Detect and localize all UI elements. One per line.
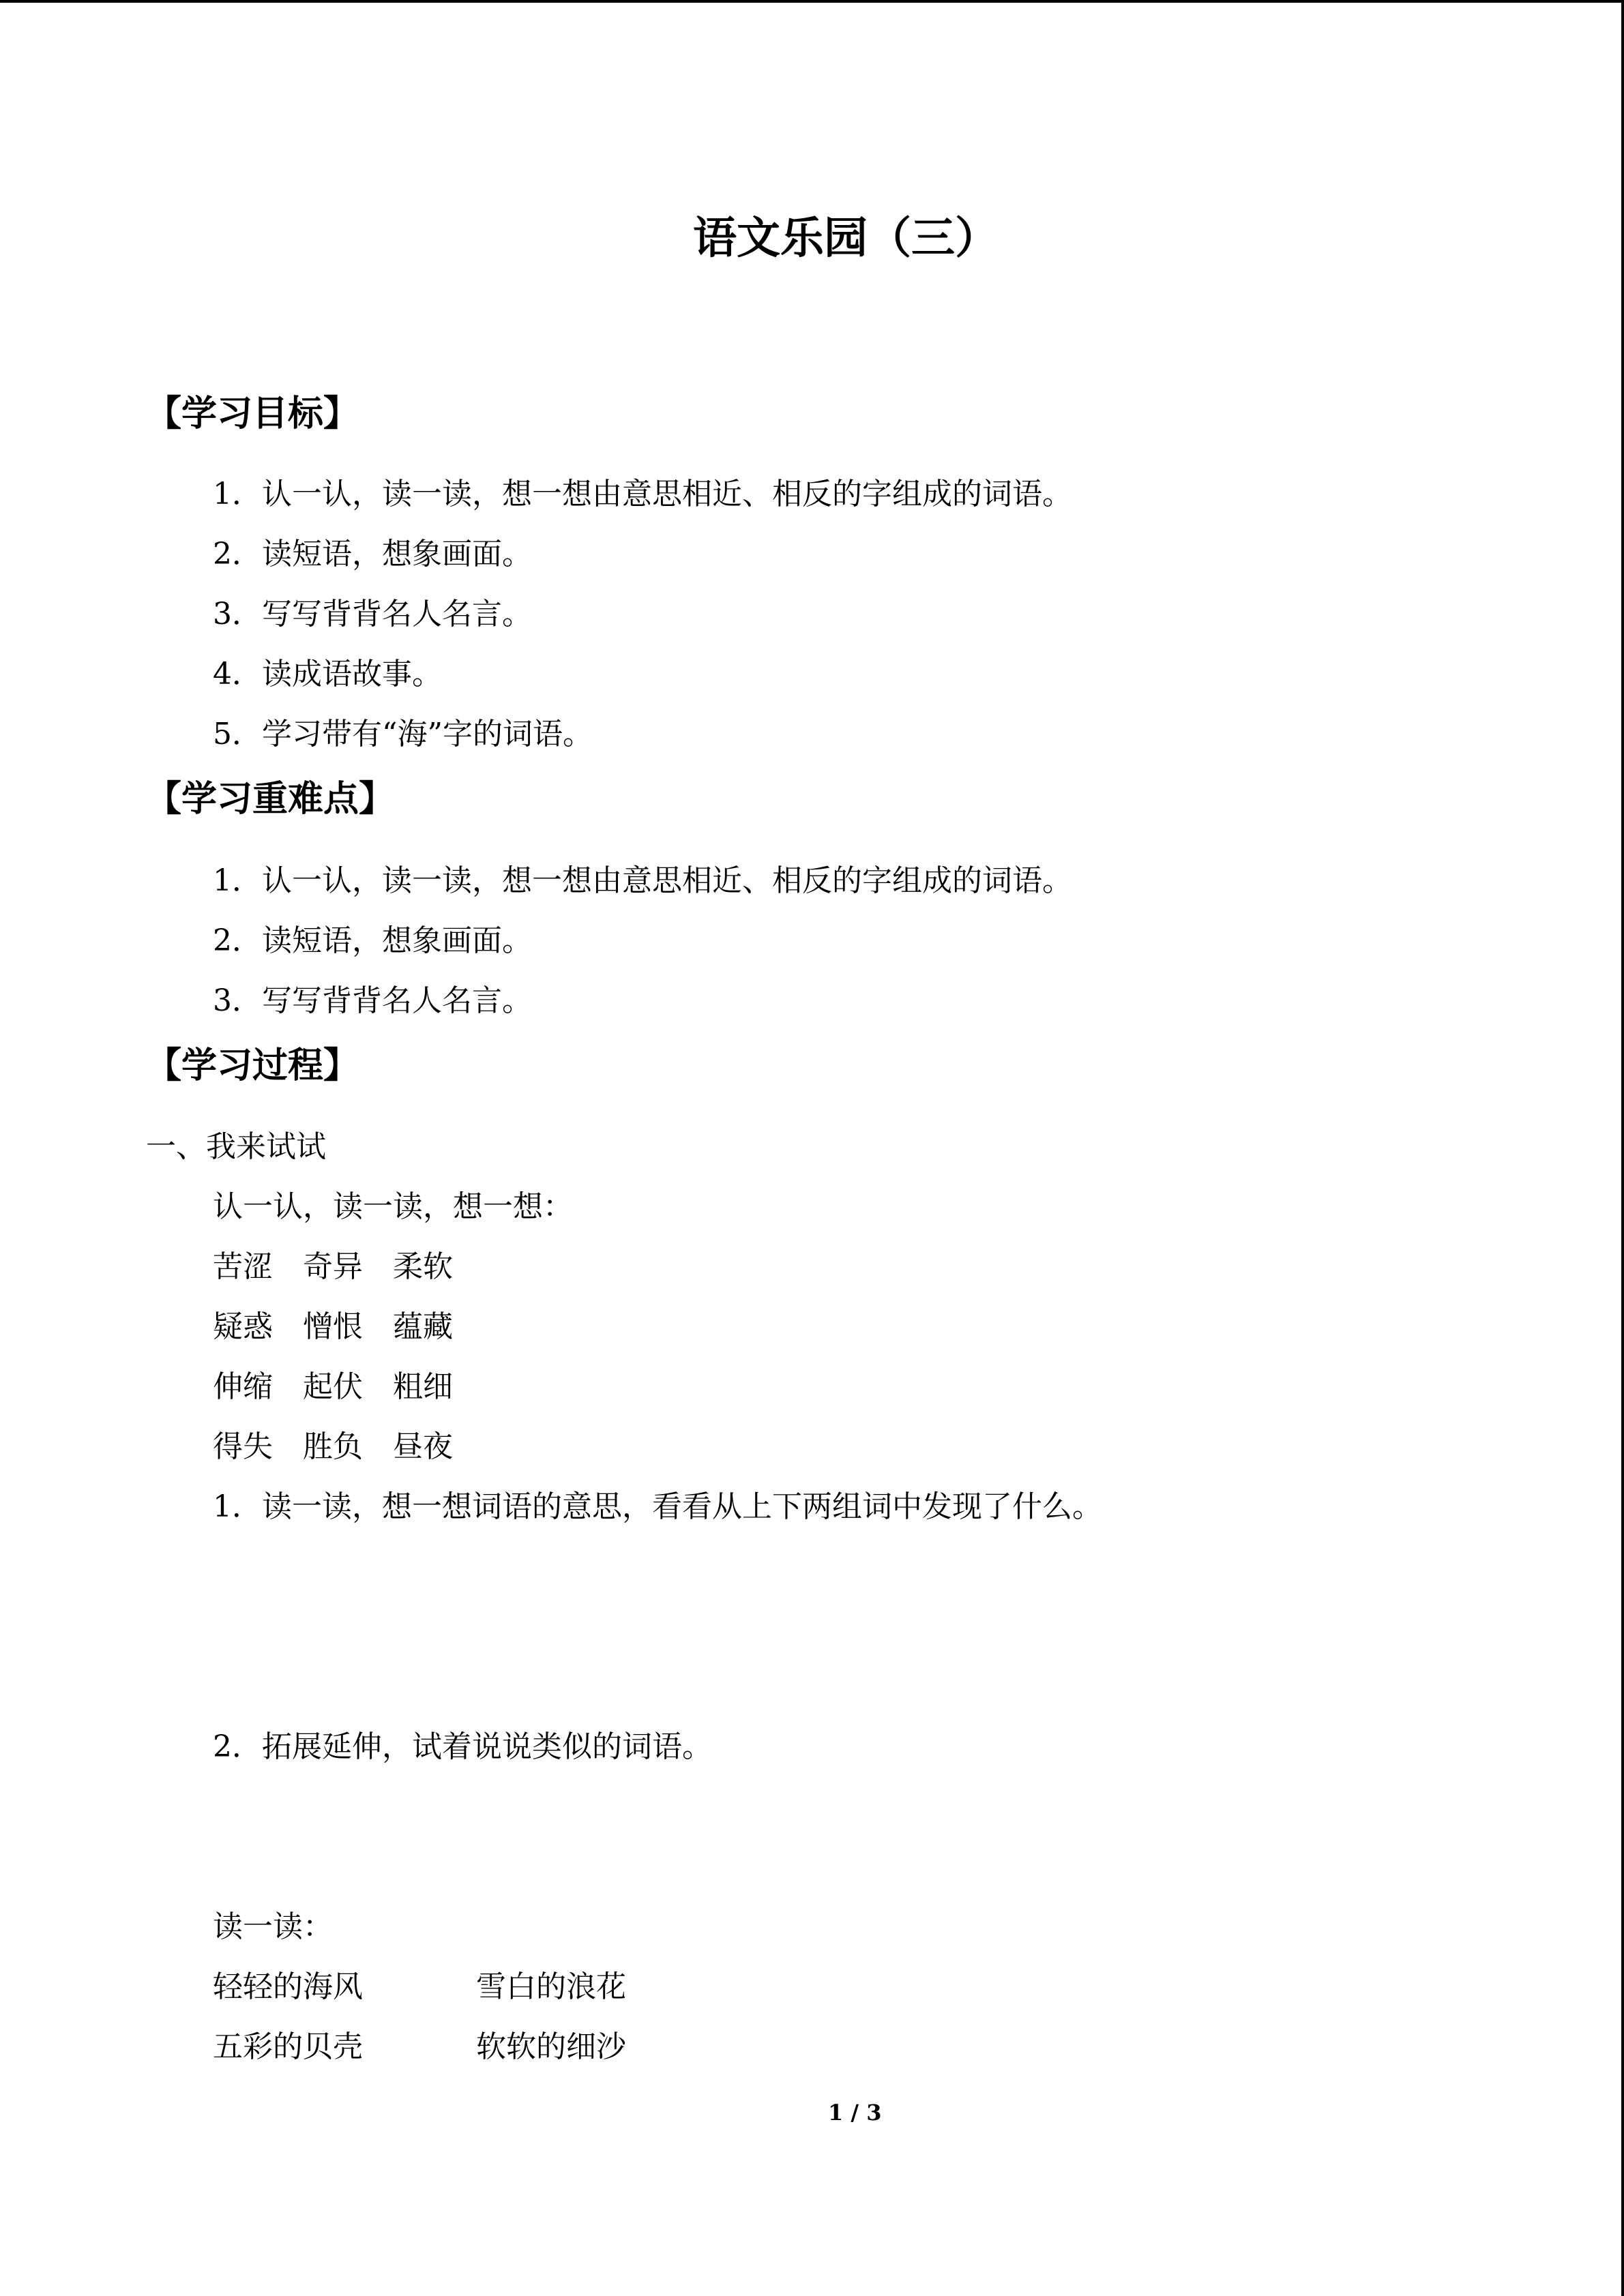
phrase-item: 轻轻的海风 [213,1969,363,2004]
word-row: 苦涩 奇异 柔软 [213,1249,453,1284]
goal-item: 5．学习带有“海”字的词语。 [213,717,593,751]
phrase-item: 雪白的浪花 [476,1969,626,2004]
phrase-item: 五彩的贝壳 [213,2029,363,2064]
goal-item: 2．读短语，想象画面。 [213,537,532,571]
question-1: 1．读一读，想一想词语的意思，看看从上下两组词中发现了什么。 [213,1489,1102,1524]
goal-item: 4．读成语故事。 [213,657,442,691]
word-row: 得失 胜负 昼夜 [213,1429,453,1464]
goal-item: 1．认一认，读一读，想一想由意思相近、相反的字组成的词语。 [213,477,1072,511]
page-border-right [1621,0,1624,2296]
section-heading-process: 【学习过程】 [146,1045,359,1086]
page-title: 语文乐园（三） [693,213,999,264]
key-point-item: 1．认一认，读一读，想一想由意思相近、相反的字组成的词语。 [213,863,1072,898]
word-row: 伸缩 起伏 粗细 [213,1369,453,1404]
key-point-item: 2．读短语，想象画面。 [213,923,532,958]
goal-item: 3．写写背背名人名言。 [213,597,532,631]
instruction-text: 认一认，读一读，想一想： [213,1189,573,1224]
section-heading-key-points: 【学习重难点】 [146,779,395,820]
page-number: 1 / 3 [828,2100,882,2126]
part-title: 一、我来试试 [146,1129,326,1164]
question-2: 2．拓展延伸，试着说说类似的词语。 [213,1729,712,1764]
section-heading-goals: 【学习目标】 [146,393,359,434]
page-border-top [0,0,1624,3]
read-label: 读一读： [213,1909,333,1944]
key-point-item: 3．写写背背名人名言。 [213,983,532,1018]
word-row: 疑惑 憎恨 蕴藏 [213,1309,453,1344]
phrase-item: 软软的细沙 [476,2029,626,2064]
